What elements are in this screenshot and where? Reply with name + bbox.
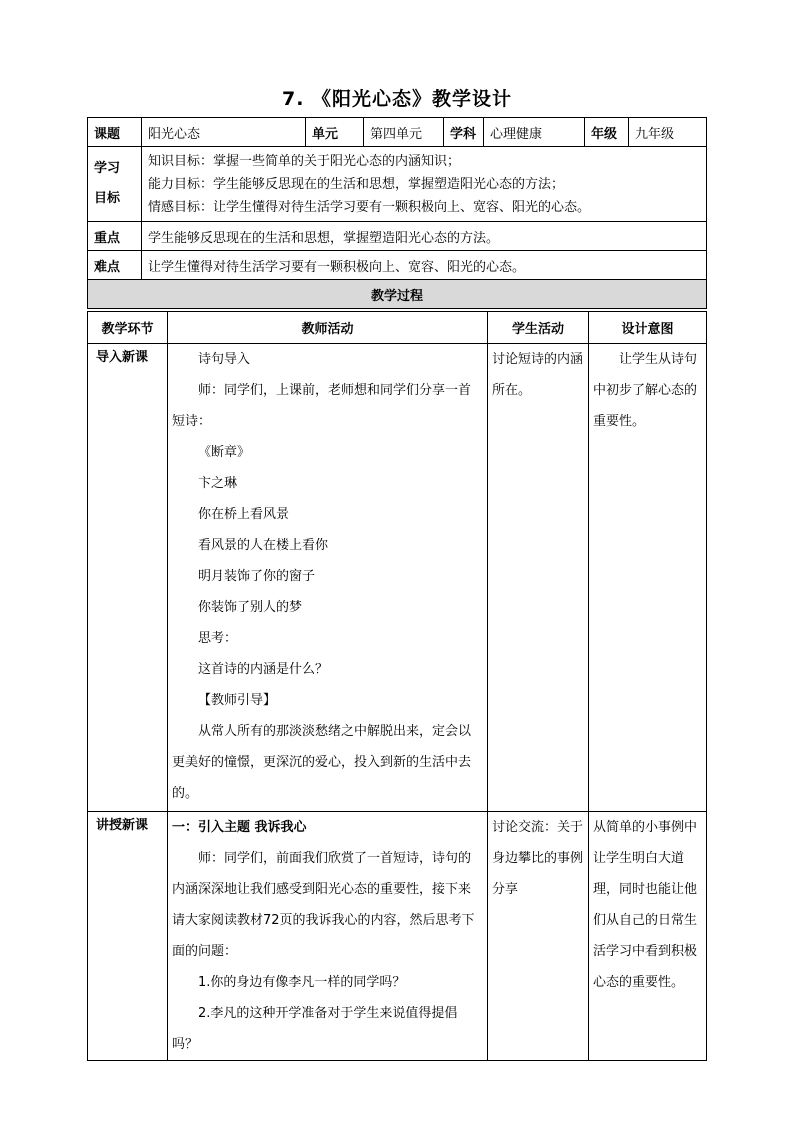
- difficulty-text: 让学生懂得对待生活学习要有一颗积极向上、宽容、阳光的心态。: [142, 251, 707, 280]
- subject-label: 学科: [444, 118, 484, 147]
- teacher-line: 1.你的身边有像李凡一样的同学吗？: [198, 975, 406, 990]
- column-header: 学生活动: [488, 312, 589, 344]
- stage-cell: 导入新课: [88, 344, 168, 812]
- unit-label: 单元: [306, 118, 364, 147]
- column-header: 教师活动: [168, 312, 488, 344]
- design-intent-cell: 从简单的小事例中让学生明白大道理，同时也能让他们从自己的日常生活学习中看到积极心态的重要性。: [589, 812, 707, 1061]
- goal-item: 知识目标：掌握一些简单的关于阳光心态的内涵知识；: [148, 153, 461, 169]
- teacher-heading: 一：引入主题 我诉我心: [172, 820, 307, 835]
- goal-item: 情感目标：让学生懂得对待生活学习要有一颗积极向上、宽容、阳光的心态。: [148, 199, 591, 215]
- teacher-line: 卞之琳: [198, 476, 238, 491]
- process-table: [87, 311, 707, 1061]
- teacher-line: 2.李凡的这种开学准备对于学生来说值得提倡吗？: [172, 1006, 458, 1052]
- document-title: 7. 《阳光心态》教学设计: [281, 88, 513, 110]
- teacher-line: 《断章》: [198, 445, 251, 460]
- teacher-line: 从常人所有的那淡淡愁绪之中解脱出来，定会以更美好的憧憬，更深沉的爱心，投入到新的生活中去的。: [172, 724, 472, 801]
- subject-value: 心理健康: [484, 118, 585, 147]
- process-header: 教学过程: [88, 280, 707, 309]
- design-intent-cell: 让学生从诗句中初步了解心态的重要性。: [589, 344, 707, 812]
- teacher-line: 这首诗的内涵是什么？: [198, 662, 329, 677]
- key-label: 重点: [88, 222, 142, 251]
- info-row: [88, 118, 707, 147]
- process-columns-row: [88, 312, 707, 344]
- table-row: [88, 344, 707, 812]
- teacher-line: 思考：: [198, 631, 238, 646]
- teacher-line: 【教师引导】: [198, 693, 277, 708]
- column-header: 设计意图: [589, 312, 707, 344]
- goals-content: [142, 147, 707, 222]
- table-row: [88, 812, 707, 1061]
- difficulty-row: [88, 251, 707, 280]
- teacher-line: 你装饰了别人的梦: [198, 600, 303, 615]
- teacher-line: 诗句导入: [198, 352, 251, 367]
- student-activity-cell: 讨论交流：关于身边攀比的事例分享: [488, 812, 589, 1061]
- goal-item: 能力目标：学生能够反思现在的生活和思想，掌握塑造阳光心态的方法；: [148, 176, 565, 192]
- teacher-activity-cell: [168, 812, 488, 1061]
- teacher-line: 师：同学们，前面我们欣赏了一首短诗，诗句的内涵深深地让我们感受到阳光心态的重要性，接下来请大家阅读教材72页的我诉我心的内容，然后思考下面的问题：: [172, 851, 475, 959]
- goals-label: 学习 目标: [88, 147, 142, 222]
- column-header: 教学环节: [88, 312, 168, 344]
- process-header-row: [88, 280, 707, 309]
- key-text: 学生能够反思现在的生活和思想，掌握塑造阳光心态的方法。: [142, 222, 707, 251]
- teacher-line: 师：同学们，上课前，老师想和同学们分享一首短诗：: [172, 383, 472, 429]
- teacher-line: 你在桥上看风景: [198, 507, 290, 522]
- info-table: [87, 117, 707, 309]
- unit-value: 第四单元: [364, 118, 444, 147]
- teacher-line: 明月装饰了你的窗子: [198, 569, 316, 584]
- stage-cell: 讲授新课: [88, 812, 168, 1061]
- student-activity-cell: 讨论短诗的内涵所在。: [488, 344, 589, 812]
- topic-value: 阳光心态: [142, 118, 306, 147]
- grade-label: 年级: [585, 118, 629, 147]
- goals-row: [88, 147, 707, 222]
- topic-label: 课题: [88, 118, 142, 147]
- difficulty-label: 难点: [88, 251, 142, 280]
- teacher-line: 看风景的人在楼上看你: [198, 538, 329, 553]
- teacher-activity-cell: [168, 344, 488, 812]
- key-row: [88, 222, 707, 251]
- grade-value: 九年级: [629, 118, 707, 147]
